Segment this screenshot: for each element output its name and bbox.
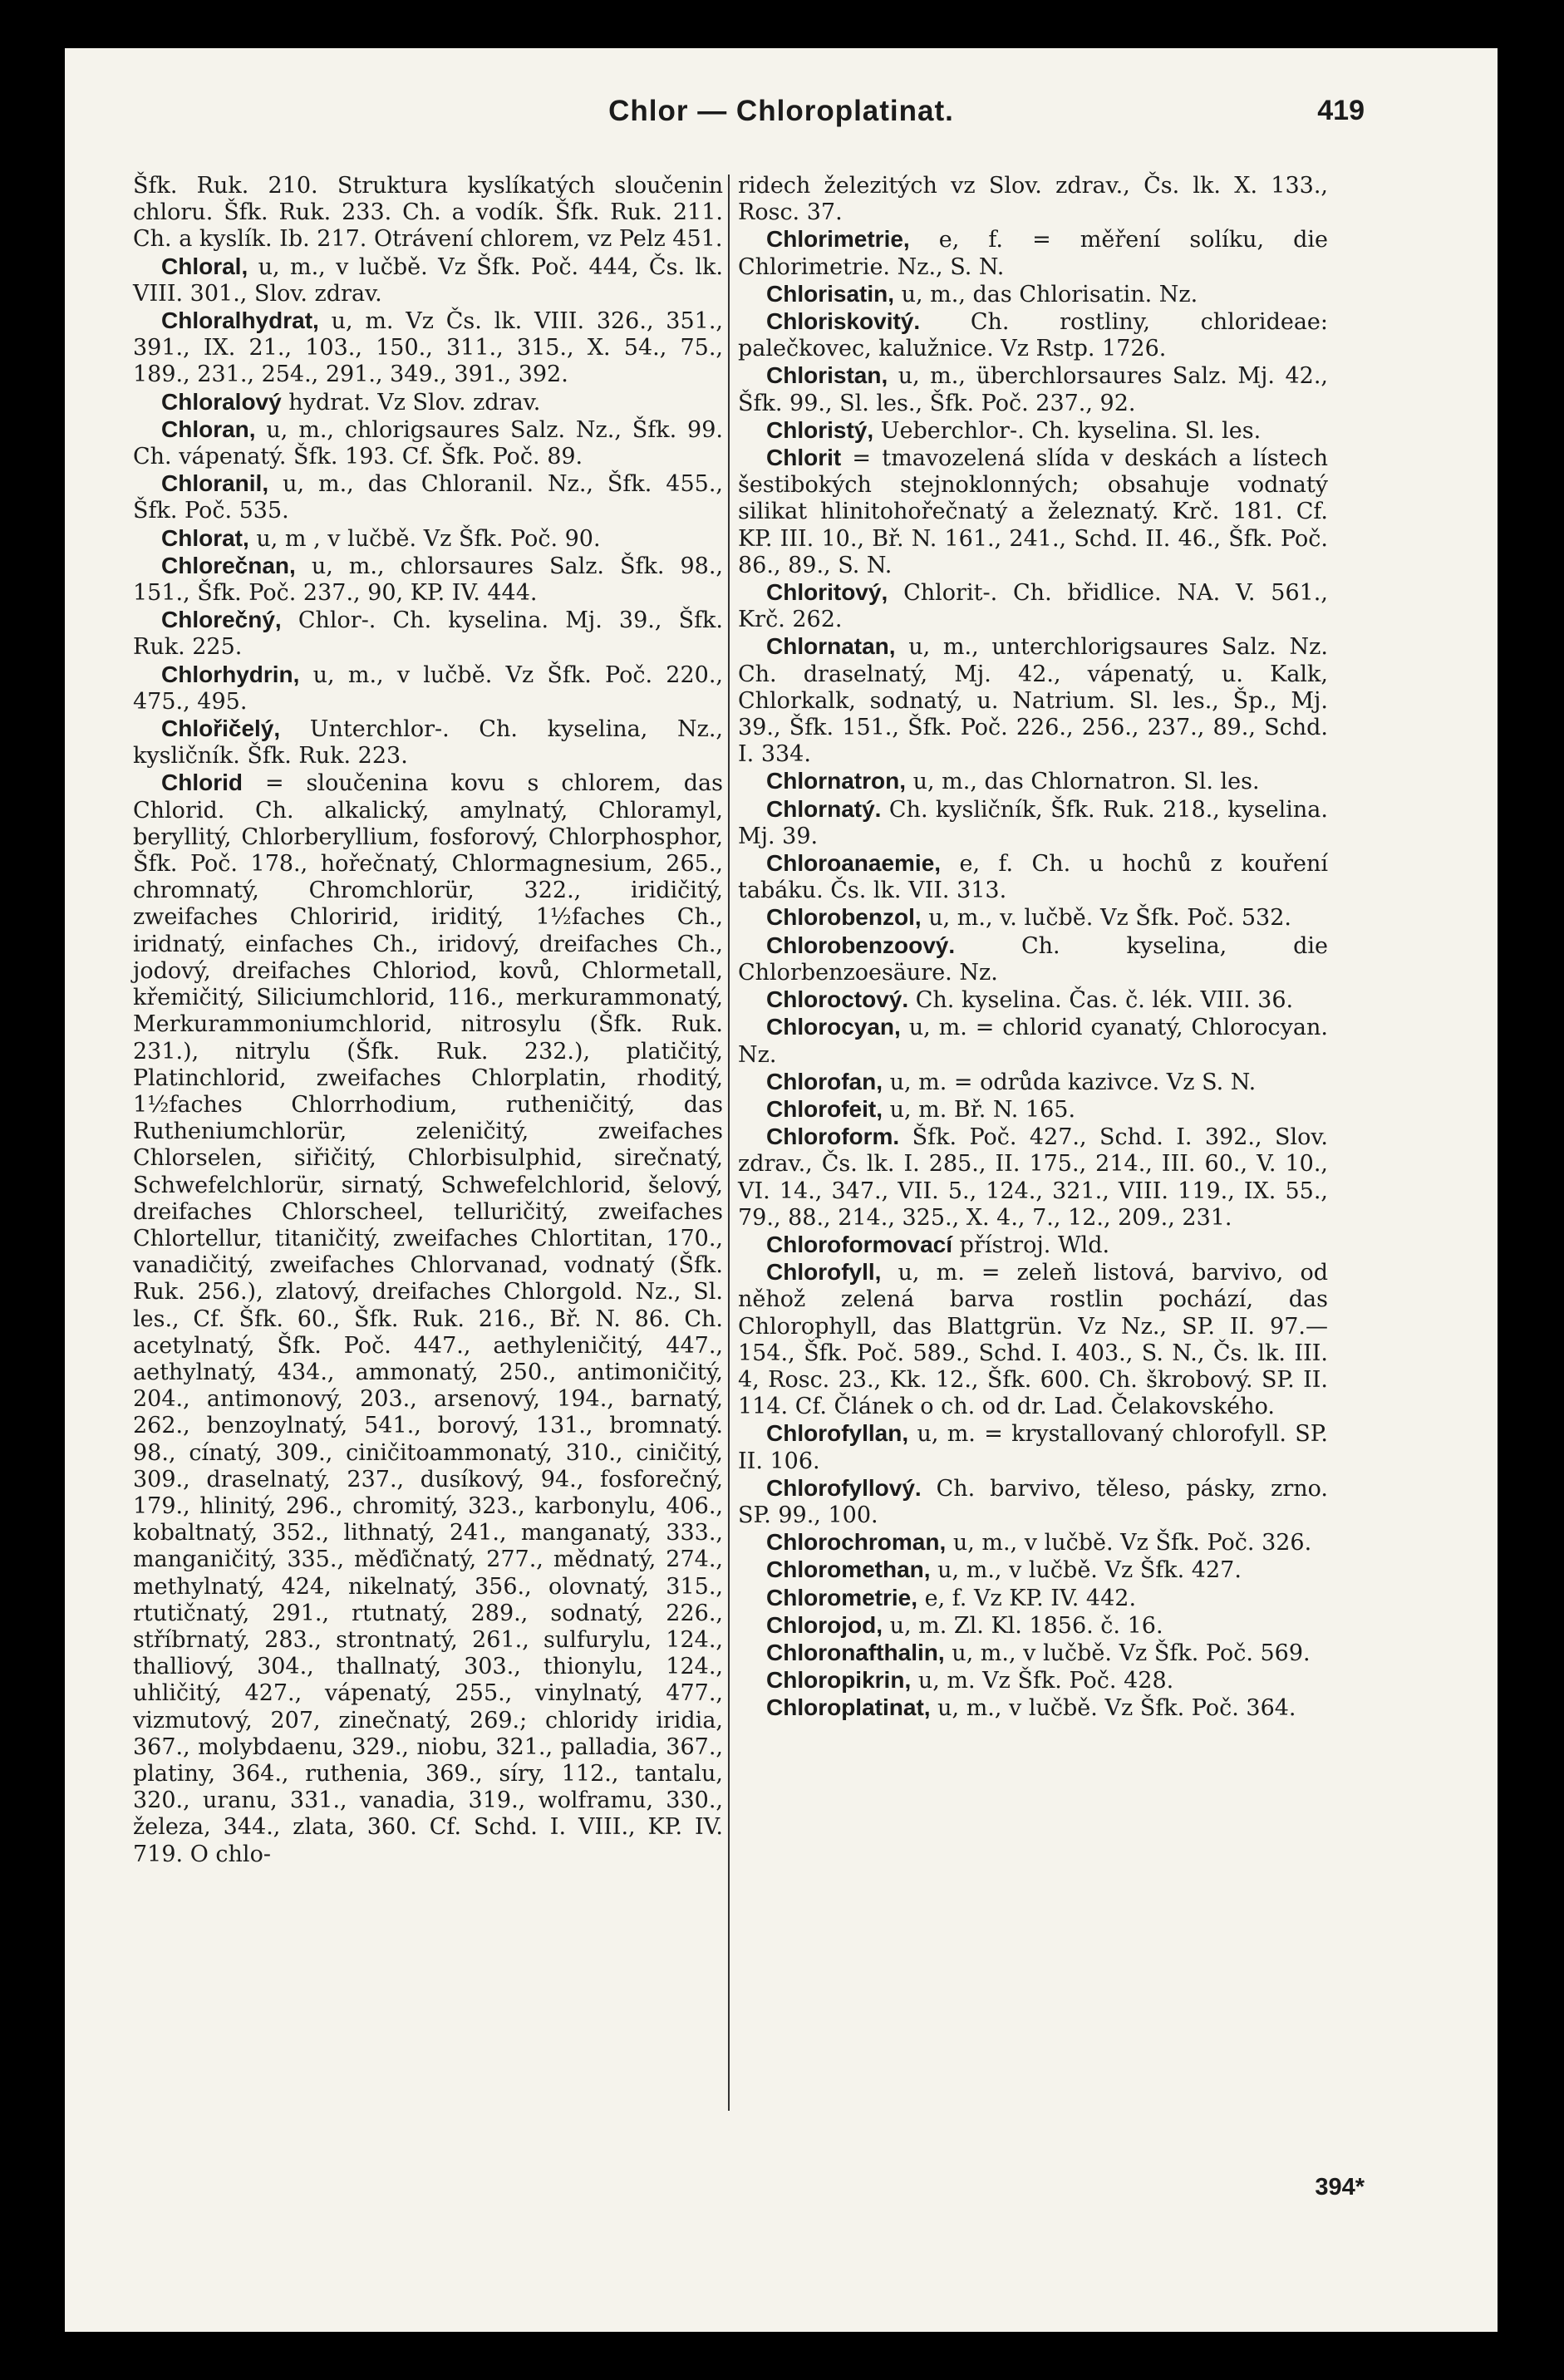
dictionary-entry <box>738 417 1328 445</box>
entry-headword: Chlorofan, <box>766 1068 883 1094</box>
entry-body: u, m. Vz Šfk. Poč. 428. <box>917 1668 1174 1694</box>
entry-headword: Chlorhydrin, <box>161 661 300 687</box>
entry-body: u, m. Zl. Kl. 1856. č. 16. <box>889 1612 1163 1639</box>
dictionary-entry <box>133 307 723 389</box>
entry-headword: Chloromethan, <box>766 1556 931 1583</box>
dictionary-entry <box>738 1096 1328 1124</box>
entry-headword: Chlorofyll, <box>766 1259 882 1286</box>
entry-body: Chlor-. Ch. kyselina. Mj. 39., Šfk. Ruk. 225. <box>133 607 724 661</box>
entry-headword: Chloronafthalin, <box>766 1639 945 1665</box>
dictionary-entry <box>738 850 1328 904</box>
entry-body: u, m., v lučbě. Vz Šfk. Poč. 569. <box>952 1640 1311 1666</box>
entry-body: u, m. Bř. N. 165. <box>889 1096 1076 1123</box>
entry-headword: Chlorobenzol, <box>766 904 922 931</box>
dictionary-entry <box>738 1556 1328 1584</box>
entry-body: Ch. barvivo, těleso, pásky, zrno. SP. 99., 100. <box>738 1475 1328 1528</box>
dictionary-entry <box>738 1585 1328 1612</box>
entry-headword: Chloritový, <box>766 579 888 606</box>
entry-headword: Chlorisatin, <box>766 280 895 307</box>
entry-body: u, m. = krystallovaný chlorofyll. SP. II. 106. <box>738 1421 1328 1474</box>
dictionary-entry <box>738 1420 1328 1474</box>
dictionary-entry <box>133 173 723 253</box>
dictionary-entry <box>738 1694 1328 1722</box>
dictionary-entry <box>738 768 1328 795</box>
right-column <box>738 173 1328 1723</box>
entry-body: u, m., chlorsaures Salz. Šfk. 98., 151., Šfk. Poč. 237., 90, KP. IV. 444. <box>133 553 723 607</box>
running-head: Chlor — Chloroplatinat. <box>608 95 954 127</box>
entry-body: u, m., das Chlornatron. Sl. les. <box>912 769 1260 795</box>
entry-body: u, m., v lučbě. Vz Šfk. Poč. 444, Čs. lk. VIII. 301., Slov. zdrav. <box>133 253 723 307</box>
entry-body: Ch. kyselina, die Chlorbenzoesäure. Nz. <box>738 932 1328 986</box>
entry-headword: Chlorocyan, <box>766 1014 901 1040</box>
entry-body: ridech železitých vz Slov. zdrav., Čs. lk. X. 133., Rosc. 37. <box>738 173 1328 226</box>
entry-headword: Chlorat, <box>161 524 249 551</box>
dictionary-entry <box>738 1612 1328 1640</box>
dictionary-entry <box>738 1667 1328 1694</box>
entry-body: u, m. = zeleň listová, barvivo, od něhož zelená barva rostlin pochází, das Chlorophyll, das Blattgrün. Vz Nz., SP. II. 97.—154., Šfk. Poč. 589., Schd. I. 403., S. N., Čs. lk. III. 4, Rosc. 23., Kk. 12., Šfk. 600. Ch. škrobový. SP. II. 114. Cf. Článek o ch. od dr. Lad. Čelakovského. <box>738 1260 1328 1420</box>
entry-body: Ch. rostliny, chlorideae: palečkovec, kalužnice. Vz Rstp. 1726. <box>738 309 1328 362</box>
entry-body: u, m., chlorigsaures Salz. Nz., Šfk. 99. Ch. vápenatý. Šfk. 193. Cf. Šfk. Poč. 89. <box>133 416 723 470</box>
dictionary-entry <box>738 1232 1328 1259</box>
entry-body: u, m. Vz Čs. lk. VIII. 326., 351., 391., IX. 21., 103., 150., 311., 315., X. 54., 75., 189., 231., 254., 291., 349., 391., 392. <box>133 308 723 388</box>
dictionary-entry <box>133 715 723 770</box>
entry-body: přístroj. Wld. <box>959 1232 1110 1258</box>
entry-body: e, f. = měření solíku, die Chlorimetrie. Nz., S. N. <box>738 227 1329 280</box>
dictionary-entry <box>738 281 1328 308</box>
entry-body: = sloučenina kovu s chlorem, das Chlorid. Ch. alkalický, amylnatý, Chloramyl, beryllitý, Chlorberyllium, fosforový, Chlorphosphor, Šfk. Poč. 178., hořečnatý, Chlormagnesium, 265., chromnatý, Chromchlorür, 322., iridičitý, zweifaches Chloririd, iriditý, 1½faches Ch., iridnatý, einfaches Ch., iridový, dreifaches Ch., jodový, dreifaches Chloriod, kovů, Chlormetall, křemičitý, Siliciumchlorid, 116., merkurammonatý, Merkurammoniumchlorid, nitrosylu (Šfk. Ruk. 231.), nitrylu (Šfk. Ruk. 232.), platičitý, Platinchlorid, zweifaches Chlorplatin, rhoditý, 1½faches Chlorrhodium, rutheničitý, das Rutheniumchlorür, zeleničitý, zweifaches Chlorselen, siřičitý, Chlorbisulphid, sirečnatý, Schwefelchlorür, sirnatý, Schwefelchlorid, šelový, dreifaches Chlorscheel, telluričitý, zweifaches Chlortellur, titaničitý, zweifaches Chlortitan, 170., vanadičitý, zweifaches Chlorvanad, vodnatý (Šfk. Ruk. 256.), zlatový, dreifaches Chlorgold. Nz., Sl. les., Cf. Šfk. 60., Šfk. Ruk. 216., Bř. N. 86. Ch. acetylnatý, Šfk. Poč. 447., aethyleničitý, 447., aethylnatý, 434., ammonatý, 250., antimoničitý, 204., antimonový, 203., arsenový, 194., barnatý, 262., benzoylnatý, 541., borový, 131., bromnatý. 98., cínatý, 309., ciničitoammonatý, 310., ciničitý, 309., draselnatý, 237., dusíkový, 94., fosforečný, 179., hlinitý, 296., chromitý, 323., karbonylu, 406., kobaltnatý, 352., lithnatý, 241., manganatý, 333., manganičitý, 335., měďičnatý, 277., mědnatý, 274., methylnatý, 424, nikelnatý, 356., olovnatý, 315., rtutičnatý, 291., rtutnatý, 289., sodnatý, 226., stříbrnatý, 283., strontnatý, 261., sulfurylu, 124., thalliový, 304., thallnatý, 303., thionylu, 124., uhličitý, 427., vápenatý, 255., vinylnatý, 477., vizmutový, 207, zinečnatý, 269.; chloridy iridia, 367., molybdaenu, 329., niobu, 321., palladia, 367., platiny, 364., ruthenia, 369., síry, 112., tantalu, 320., uranu, 331., vanadia, 319., wolframu, 330., železa, 344., zlata, 360. Cf. Schd. I. VIII., KP. IV. 719. O chlo- <box>133 770 723 1867</box>
entry-headword: Chloranil, <box>161 470 269 497</box>
entry-headword: Chlorečný, <box>161 607 282 633</box>
entry-headword: Chlornatan, <box>766 633 896 660</box>
left-column <box>133 173 723 1868</box>
dictionary-entry <box>133 470 723 524</box>
dictionary-entry <box>738 1529 1328 1556</box>
dictionary-entry <box>133 253 723 307</box>
dictionary-entry <box>133 553 723 607</box>
entry-body: Unterchlor-. Ch. kyselina, Nz., kysličník. Šfk. Ruk. 223. <box>133 716 723 770</box>
entry-headword: Chloralhydrat, <box>161 307 319 334</box>
dictionary-entry <box>738 986 1328 1014</box>
entry-body: Šfk. Poč. 427., Schd. I. 392., Slov. zdrav., Čs. lk. I. 285., II. 175., 214., III. 60., V. 10., VI. 14., 347., VII. 5., 124., 321., VIII. 119., IX. 55., 79., 88., 214., 325., X. 4., 7., 12., 209., 231. <box>738 1124 1328 1231</box>
entry-body: u, m. = odrůda kazivce. Vz S. N. <box>889 1069 1257 1095</box>
dictionary-entry <box>738 1475 1328 1529</box>
entry-headword: Chlorobenzoový. <box>766 932 956 958</box>
dictionary-entry <box>738 1069 1328 1096</box>
page-number: 419 <box>1317 95 1365 126</box>
entry-headword: Chlorid <box>161 770 243 796</box>
dictionary-entry <box>133 525 723 553</box>
dictionary-entry <box>738 362 1328 416</box>
entry-headword: Chlorimetrie, <box>766 226 910 253</box>
entry-headword: Chloroplatinat, <box>766 1694 931 1721</box>
entry-body: e, f. Vz KP. IV. 442. <box>924 1585 1137 1611</box>
entry-headword: Chlorofyllan, <box>766 1420 909 1447</box>
entry-body: u, m., das Chloranil. Nz., Šfk. 455., Šfk. Poč. 535. <box>133 471 723 524</box>
entry-headword: Chloroformovací <box>766 1231 953 1257</box>
page-header <box>65 95 1498 145</box>
entry-headword: Chlořičelý, <box>161 715 281 742</box>
dictionary-entry <box>738 633 1328 768</box>
entry-body: Ueberchlor-. Ch. kyselina. Sl. les. <box>880 417 1262 444</box>
entry-headword: Chloran, <box>161 416 256 442</box>
entry-body: u, m., das Chlorisatin. Nz. <box>901 281 1198 307</box>
entry-headword: Chlorofeit, <box>766 1095 883 1122</box>
dictionary-entry <box>133 661 723 715</box>
entry-headword: Chlorometrie, <box>766 1584 918 1610</box>
entry-headword: Chlornatý. <box>766 795 882 822</box>
dictionary-entry <box>738 1259 1328 1420</box>
dictionary-entry <box>738 796 1328 850</box>
entry-headword: Chlorit <box>766 445 842 471</box>
entry-headword: Chloralový <box>161 388 282 415</box>
entry-body: u, m. = chlorid cyanatý, Chlorocyan. Nz. <box>738 1015 1328 1068</box>
entry-headword: Chloristý, <box>766 416 874 443</box>
entry-headword: Chloroctový. <box>766 986 909 1013</box>
dictionary-entry <box>738 1640 1328 1667</box>
entry-body: e, f. Ch. u hochů z kouření tabáku. Čs. lk. VII. 313. <box>738 851 1328 904</box>
entry-headword: Chlorečnan, <box>161 552 296 578</box>
entry-body: hydrat. Vz Slov. zdrav. <box>288 389 541 416</box>
entry-body: = tmavozelená slída v deskách a lístech šestibokých stejnoklonných; obsahuje vodnatý silikat hlinitohořečnatý a železnatý. Krč. 181. Cf. KP. III. 10., Bř. N. 161., 241., Schd. II. 46., Šfk. Poč. 86., 89., S. N. <box>738 445 1328 578</box>
dictionary-entry <box>738 1014 1328 1068</box>
dictionary-entry <box>738 904 1328 932</box>
entry-headword: Chlorofyllový. <box>766 1474 922 1501</box>
entry-headword: Chloral, <box>161 253 248 279</box>
entry-headword: Chlornatron, <box>766 768 906 794</box>
entry-body: u, m., v lučbě. Vz Šfk. 427. <box>937 1557 1242 1584</box>
dictionary-entry <box>738 579 1328 633</box>
entry-body: Ch. kyselina. Čas. č. lék. VIII. 36. <box>915 987 1294 1014</box>
entry-body: Šfk. Ruk. 210. Struktura kyslíkatých sloučenin chloru. Šfk. Ruk. 233. Ch. a vodík. Šfk. Ruk. 211. Ch. a kyslík. Ib. 217. Otrávení chlorem, vz Pelz 451. <box>133 173 723 253</box>
entry-body: u, m., unterchlorigsaures Salz. Nz. Ch. draselnatý, Mj. 42., vápenatý, u. Kalk, Chlorkalk, sodnatý, u. Natrium. Sl. les., Šp., Mj. 39., Šfk. 151., Šfk. Poč. 226., 256., 237., 89., Schd. I. 334. <box>738 634 1328 768</box>
entry-body: Chlorit-. Ch. břidlice. NA. V. 561., Krč. 262. <box>738 580 1328 633</box>
entry-body: u, m., überchlorsaures Salz. Mj. 42., Šfk. 99., Sl. les., Šfk. Poč. 237., 92. <box>738 363 1328 416</box>
entry-body: u, m , v lučbě. Vz Šfk. Poč. 90. <box>256 525 601 552</box>
entry-body: u, m., v lučbě. Vz Šfk. Poč. 220., 475., 495. <box>133 661 723 715</box>
dictionary-entry <box>133 389 723 416</box>
dictionary-entry <box>133 770 723 1867</box>
entry-headword: Chlorochroman, <box>766 1529 947 1556</box>
entry-body: u, m., v. lučbě. Vz Šfk. Poč. 532. <box>928 905 1291 932</box>
entry-headword: Chlorojod, <box>766 1611 883 1638</box>
entry-headword: Chloroform. <box>766 1124 900 1150</box>
entry-body: u, m., v lučbě. Vz Šfk. Poč. 364. <box>937 1695 1296 1722</box>
dictionary-entry <box>738 1124 1328 1232</box>
printer-signature: 394* <box>1315 2174 1365 2201</box>
dictionary-page <box>65 48 1498 2332</box>
dictionary-entry <box>133 416 723 470</box>
dictionary-entry <box>133 607 723 661</box>
entry-headword: Chloropikrin, <box>766 1667 912 1694</box>
entry-headword: Chloroanaemie, <box>766 850 942 877</box>
dictionary-entry <box>738 445 1328 579</box>
entry-headword: Chloriskovitý. <box>766 308 921 335</box>
entry-body: Ch. kysličník, Šfk. Ruk. 218., kyselina. Mj. 39. <box>738 796 1328 849</box>
dictionary-entry <box>738 932 1328 986</box>
dictionary-entry <box>738 308 1328 362</box>
dictionary-entry <box>738 173 1328 226</box>
dictionary-entry <box>738 226 1328 280</box>
entry-headword: Chloristan, <box>766 362 888 389</box>
column-divider <box>728 175 730 2111</box>
entry-body: u, m., v lučbě. Vz Šfk. Poč. 326. <box>952 1530 1312 1556</box>
